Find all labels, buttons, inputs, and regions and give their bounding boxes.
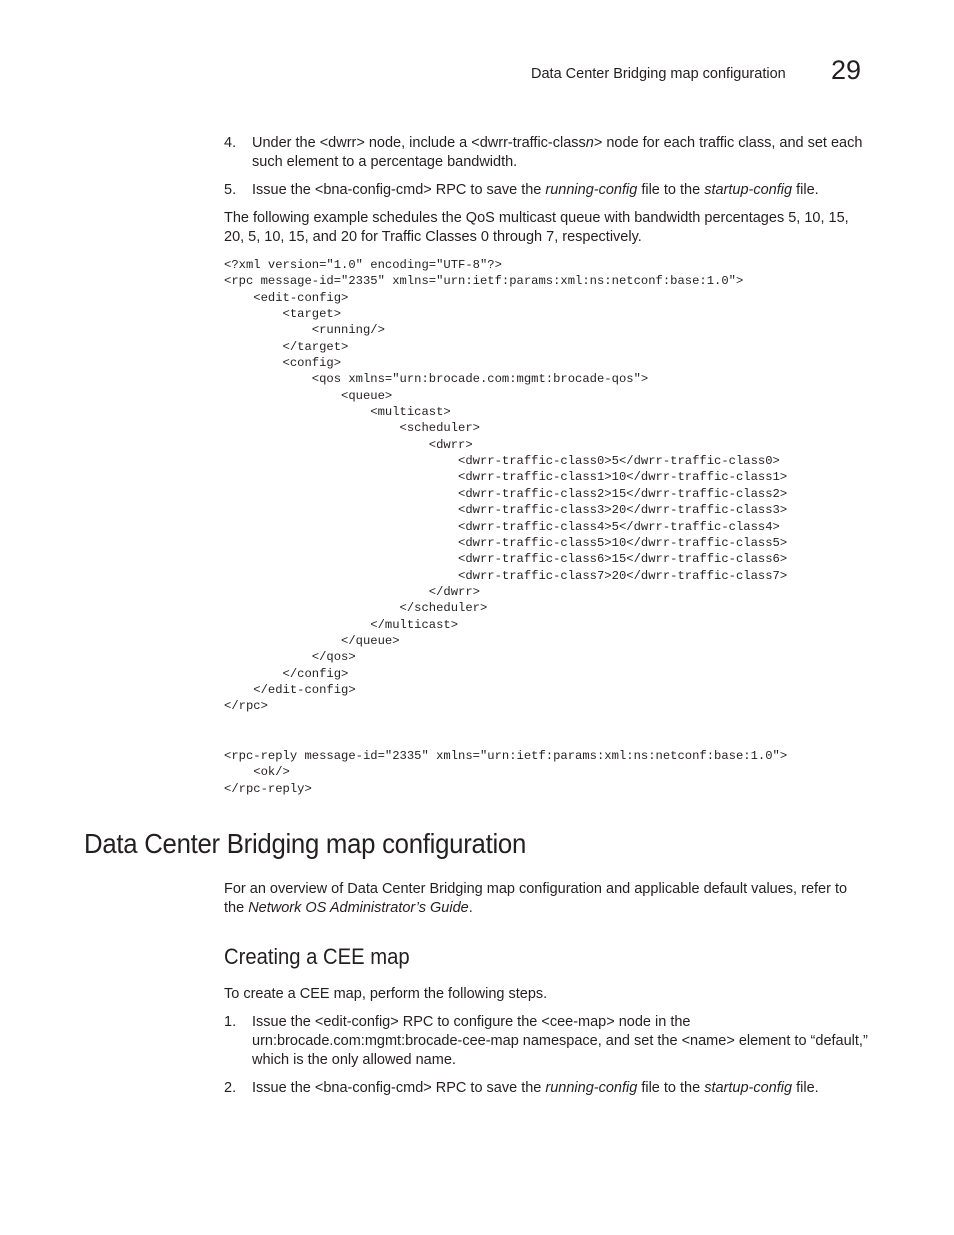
- cee-step-1: [224, 1013, 869, 1070]
- step-number: 4.: [224, 135, 237, 151]
- step-text: Issue the <edit-config> RPC to configure the <cee-map> node in the urn:brocade.com:mgmt:brocade-cee-map namespace, and set the <name> element to “default,” which is the only allowed name.: [252, 1014, 868, 1068]
- code-request-block: <?xml version="1.0" encoding="UTF-8"?> <rpc message-id="2335" xmlns="urn:ietf:params:xml:ns:netconf:base:1.0"> <edit-config> <target> <running/> </target> <config> <qos xmlns="urn:brocade.com:mgmt:brocade-qos"> <queue> <multicast> <scheduler> <dwrr> <dwrr-traffic-class0>5</dwrr-traffic-class0> <dwrr-traffic-class1>10</dwrr-traffic-class1> <dwrr-traffic-class2>15</dwrr-traffic-class2> <dwrr-traffic-class3>20</dwrr-traffic-class3> <dwrr-traffic-class4>5</dwrr-traffic-class4> <dwrr-traffic-class5>10</dwrr-traffic-class5> <dwrr-traffic-class6>15</dwrr-traffic-class6> <dwrr-traffic-class7>20</dwrr-traffic-class7> </dwrr> </scheduler> </multicast> </queue> </qos> </config> </edit-config> </rpc>: [224, 258, 788, 714]
- step-text-italic: startup-config: [704, 182, 793, 198]
- intro-content: [224, 134, 869, 257]
- step-text-italic: running-config: [545, 1080, 638, 1096]
- section-intro-italic: Network OS Administrator’s Guide: [248, 900, 469, 916]
- subsection-title: Creating a CEE map: [224, 944, 410, 969]
- step-number: 1.: [224, 1014, 237, 1030]
- step-text-italic: n: [585, 135, 594, 151]
- step-text-part: file to the: [637, 182, 705, 198]
- running-title: Data Center Bridging map configuration: [531, 66, 786, 82]
- subsection-content: [224, 985, 869, 1107]
- step-text: [252, 182, 819, 198]
- step-4: [224, 134, 869, 172]
- step-text-part: file to the: [637, 1080, 705, 1096]
- step-text-part: > node for each traffic class, and set each such element to a percentage bandwidth.: [252, 135, 863, 170]
- step-text: [252, 135, 862, 170]
- step-text-part: Under the <dwrr> node, include a <dwrr-traffic-class: [252, 135, 586, 151]
- step-text: [252, 1080, 819, 1096]
- page-header: [0, 55, 954, 95]
- step-text-italic: running-config: [545, 182, 638, 198]
- section-title: Data Center Bridging map configuration: [84, 828, 527, 859]
- step-5: [224, 181, 869, 200]
- section-intro-part: For an overview of Data Center Bridging map configuration and applicable default values, refer to the: [224, 881, 848, 916]
- section-intro-part: .: [468, 900, 473, 916]
- step-text-part: Issue the <bna-config-cmd> RPC to save the: [252, 182, 546, 198]
- step-number: 5.: [224, 182, 237, 198]
- step-text-part: Issue the <bna-config-cmd> RPC to save the: [252, 1080, 546, 1096]
- step-text-italic: startup-config: [704, 1080, 793, 1096]
- subsection-intro: To create a CEE map, perform the following steps.: [224, 986, 548, 1002]
- step-number: 2.: [224, 1080, 237, 1096]
- step-text-part: file.: [792, 1080, 819, 1096]
- code-reply-block: <rpc-reply message-id="2335" xmlns="urn:ietf:params:xml:ns:netconf:base:1.0"> <ok/> </rpc-reply>: [224, 749, 788, 796]
- chapter-number: 29: [831, 55, 862, 85]
- cee-step-2: [224, 1079, 869, 1098]
- section-intro: [224, 880, 869, 918]
- step-text-part: file.: [792, 182, 819, 198]
- example-intro: The following example schedules the QoS multicast queue with bandwidth percentages 5, 10, 15, 20, 5, 10, 15, and 20 for Traffic Classes 0 through 7, respectively.: [224, 210, 849, 245]
